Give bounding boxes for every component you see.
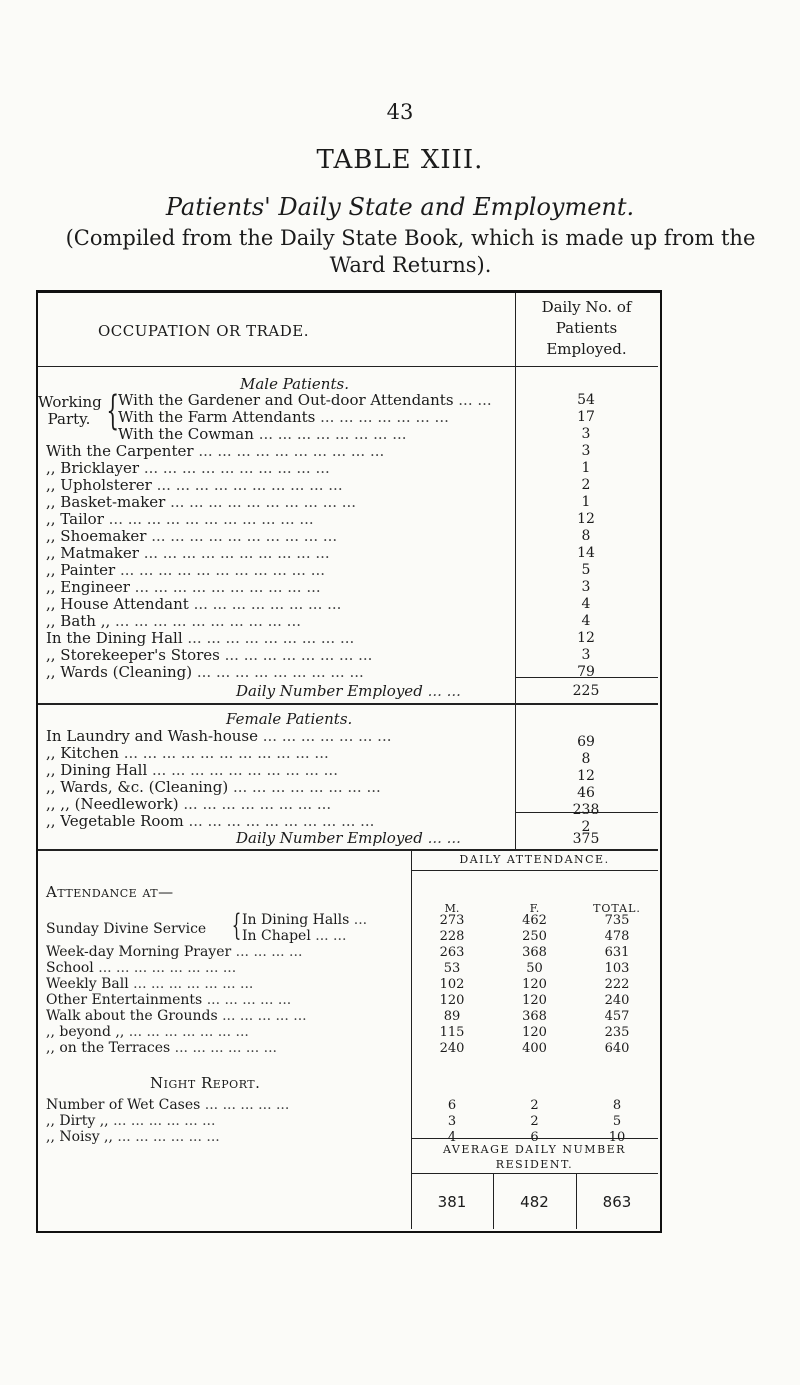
table-title: TABLE XIII. (316, 145, 484, 175)
attendance-row-label: In Dining Halls ... (242, 912, 368, 928)
attendance-f: 368 (522, 1009, 547, 1024)
night-row-label: ,, Noisy ,, ... ... ... ... ... ... (46, 1129, 220, 1145)
rule-resident-header-bottom (411, 1173, 658, 1174)
female-row-label: In Laundry and Wash-house (46, 727, 258, 745)
female-total-label: Daily Number Employed ... ... (236, 829, 461, 847)
attendance-total: 103 (604, 961, 630, 976)
male-row: ,, Painter ... ... ... ... ... ... ... ... ... ... ... (46, 561, 325, 579)
male-row-value: 2 (581, 477, 591, 493)
male-row: ,, Storekeeper's Stores ... ... ... ... ... ... ... ... (46, 646, 373, 664)
attendance-row-label: School ... ... ... ... ... ... ... ... (46, 960, 237, 976)
attendance-f: 120 (522, 1025, 547, 1040)
attendance-row-label-text: In Dining Halls (242, 912, 350, 928)
attendance-row-label-text: In Chapel (242, 928, 311, 944)
male-row-label: ,, Tailor (46, 510, 104, 528)
attendance-f: 120 (522, 993, 547, 1008)
attendance-m: 120 (439, 993, 465, 1008)
attendance-f: 120 (522, 977, 547, 992)
female-row-label: ,, Vegetable Room (46, 812, 184, 830)
attendance-row-label-text: Other Entertainments (46, 992, 203, 1008)
attendance-total: 631 (604, 945, 630, 960)
attendance-f: 250 (522, 929, 547, 944)
female-row-label: ,, Dining Hall (46, 761, 148, 779)
working-party-brace: { (106, 388, 120, 434)
resident-m: 381 (437, 1193, 467, 1211)
night-row-label: Number of Wet Cases ... ... ... ... ... (46, 1097, 290, 1113)
attendance-row-label: Week-day Morning Prayer ... ... ... ... (46, 944, 303, 960)
attendance-m: 228 (439, 929, 465, 944)
male-row-value: 3 (581, 647, 591, 663)
attendance-row-label: In Chapel ... ... (242, 928, 347, 944)
attendance-total: 457 (604, 1009, 630, 1024)
female-row: In Laundry and Wash-house ... ... ... ... ... ... ... (46, 727, 392, 745)
attendance-f: 462 (522, 913, 547, 928)
night-row-label-text: ,, Noisy ,, (46, 1129, 113, 1145)
attendance-m: 53 (443, 961, 461, 976)
female-row-label: ,, ,, (Needlework) (46, 795, 179, 813)
male-row-value: 12 (577, 630, 595, 646)
male-row-value: 3 (581, 579, 591, 595)
male-row-value: 79 (577, 664, 595, 680)
male-row-label: ,, Upholsterer (46, 476, 152, 494)
male-total-value: 225 (572, 683, 600, 699)
daily-attendance-header: DAILY ATTENDANCE. (459, 853, 610, 866)
male-row-label: ,, Shoemaker (46, 527, 147, 545)
attendance-total: 735 (604, 913, 630, 928)
attendance-total: 222 (604, 977, 630, 992)
male-row: With the Farm Attendants ... ... ... ... ... ... ... (118, 408, 449, 426)
female-row: ,, Kitchen ... ... ... ... ... ... ... ... ... ... ... (46, 744, 329, 762)
male-row-value: 4 (581, 596, 591, 612)
attendance-m: 240 (439, 1041, 465, 1056)
sunday-brace: { (231, 908, 242, 943)
attendance-m: 102 (439, 977, 465, 992)
male-row: ,, Wards (Cleaning) ... ... ... ... ... ... ... ... ... (46, 663, 364, 681)
compiled-note-line2: Ward Returns). (329, 253, 492, 277)
female-row-value: 12 (577, 768, 595, 784)
resident-f: 482 (520, 1193, 549, 1211)
male-row-label: With the Farm Attendants (118, 408, 316, 426)
header-daily-no-line3: Employed. (546, 340, 627, 358)
female-row: ,, ,, (Needlework) ... ... ... ... ... ... ... ... (46, 795, 332, 813)
male-row-value: 3 (581, 443, 591, 459)
attendance-row-label: Other Entertainments ... ... ... ... ... (46, 992, 292, 1008)
night-f: 2 (530, 1098, 539, 1113)
male-row-value: 1 (581, 460, 591, 476)
attendance-f: 400 (522, 1041, 547, 1056)
attendance-total: 235 (604, 1025, 630, 1040)
col-total: TOTAL. (593, 902, 641, 915)
rule-attendance-header-bottom (411, 870, 658, 871)
female-row: ,, Dining Hall ... ... ... ... ... ... ... ... ... ... (46, 761, 338, 779)
night-f: 6 (530, 1130, 539, 1145)
male-total-label: Daily Number Employed ... ... (236, 682, 461, 700)
rule-female-total-bottom (38, 849, 658, 851)
compiled-note-line1: (Compiled from the Daily State Book, which is made up from the (65, 226, 756, 250)
rule-employed-column (515, 293, 516, 849)
male-row: With the Gardener and Out-door Attendants ... ... (118, 391, 492, 409)
attendance-row-label-text: ,, beyond ,, (46, 1024, 125, 1040)
attendance-f: 368 (522, 945, 547, 960)
resident-header (411, 1142, 658, 1172)
female-row: ,, Vegetable Room ... ... ... ... ... ... ... ... ... ... (46, 812, 375, 830)
female-total-label-text: Daily Number Employed (236, 829, 423, 847)
night-report-heading: Night Report. (150, 1074, 261, 1092)
attendance-m: 115 (439, 1025, 465, 1040)
attendance-total: 240 (604, 993, 630, 1008)
attendance-row-label-text: School (46, 960, 94, 976)
attendance-m: 273 (439, 913, 465, 928)
header-daily-no (515, 297, 658, 360)
female-row-value: 69 (577, 734, 595, 750)
night-m: 4 (447, 1130, 457, 1145)
male-row-value: 3 (581, 426, 591, 442)
male-heading: Male Patients. (240, 375, 349, 393)
working-party-line1: Working (38, 393, 102, 411)
table-subtitle: Patients' Daily State and Employment. (165, 193, 635, 221)
working-party-line2: Party. (47, 410, 91, 428)
male-row-value: 54 (577, 392, 595, 408)
resident-header-line1: AVERAGE DAILY NUMBER (443, 1143, 626, 1156)
attendance-heading: Attendance at— (46, 883, 174, 901)
compiled-note (18, 225, 800, 279)
male-row: ,, Engineer ... ... ... ... ... ... ... ... ... ... (46, 578, 321, 596)
male-row-value: 12 (577, 511, 595, 527)
header-daily-no-line1: Daily No. of (541, 298, 632, 316)
rule-header-bottom (38, 366, 658, 367)
night-row-label: ,, Dirty ,, ... ... ... ... ... ... (46, 1113, 216, 1129)
col-f: F. (529, 902, 540, 915)
header-daily-no-line2: Patients (555, 319, 618, 337)
female-row-value: 2 (581, 819, 591, 835)
female-row-value: 238 (572, 802, 600, 818)
header-occupation: OCCUPATION OR TRADE. (98, 322, 309, 340)
male-row-value: 14 (577, 545, 595, 561)
male-row: With the Cowman ... ... ... ... ... ... ... ... (118, 425, 407, 443)
attendance-row-label-text: Weekly Ball (46, 976, 129, 992)
male-row-label: ,, Bath ,, (46, 612, 111, 630)
male-row-label: ,, Basket-maker (46, 493, 166, 511)
male-row: ,, Matmaker ... ... ... ... ... ... ... ... ... ... (46, 544, 330, 562)
male-row-label: With the Gardener and Out-door Attendants (118, 391, 454, 409)
night-total: 8 (612, 1098, 622, 1113)
attendance-m: 263 (439, 945, 465, 960)
female-row-label: ,, Kitchen (46, 744, 119, 762)
resident-total: 863 (602, 1193, 632, 1211)
male-row-label: ,, House Attendant (46, 595, 189, 613)
page-number: 43 (386, 100, 414, 124)
male-row: ,, Basket-maker ... ... ... ... ... ... ... ... ... ... (46, 493, 357, 511)
male-row: ,, Tailor ... ... ... ... ... ... ... ... ... ... ... (46, 510, 314, 528)
attendance-m: 89 (443, 1009, 461, 1024)
male-row-label: With the Cowman (118, 425, 254, 443)
male-row-value: 1 (581, 494, 591, 510)
night-f: 2 (530, 1114, 539, 1129)
night-row-label-text: Number of Wet Cases (46, 1097, 201, 1113)
female-total-value: 375 (572, 831, 600, 847)
night-m: 6 (447, 1098, 457, 1113)
night-row-label-text: ,, Dirty ,, (46, 1113, 109, 1129)
night-total: 5 (612, 1114, 622, 1129)
night-m: 3 (447, 1114, 457, 1129)
male-row-label: In the Dining Hall (46, 629, 183, 647)
attendance-row-label-text: Week-day Morning Prayer (46, 944, 232, 960)
attendance-row-label-text: ,, on the Terraces (46, 1040, 171, 1056)
female-row: ,, Wards, &c. (Cleaning) ... ... ... ... ... ... ... ... (46, 778, 381, 796)
female-heading: Female Patients. (226, 710, 353, 728)
male-total-label-text: Daily Number Employed (236, 682, 423, 700)
attendance-row-label: ,, on the Terraces ... ... ... ... ... ... (46, 1040, 278, 1056)
resident-header-line2: RESIDENT. (495, 1158, 574, 1171)
rule-male-total-bottom (38, 703, 658, 705)
sunday-service-label: Sunday Divine Service (46, 921, 207, 937)
attendance-row-label: ,, beyond ,, ... ... ... ... ... ... ... (46, 1024, 249, 1040)
attendance-row-label: Weekly Ball ... ... ... ... ... ... ... (46, 976, 254, 992)
male-row: ,, House Attendant ... ... ... ... ... ... ... ... (46, 595, 342, 613)
attendance-total: 478 (604, 929, 630, 944)
male-row: In the Dining Hall ... ... ... ... ... ... ... ... ... (46, 629, 355, 647)
male-row-label: ,, Bricklayer (46, 459, 140, 477)
female-row-value: 8 (581, 751, 591, 767)
male-row-label: ,, Matmaker (46, 544, 139, 562)
working-party-label (38, 394, 100, 428)
attendance-row-label: Walk about the Grounds ... ... ... ... ... (46, 1008, 307, 1024)
male-row-value: 4 (581, 613, 591, 629)
male-row: ,, Shoemaker ... ... ... ... ... ... ... ... ... ... (46, 527, 338, 545)
female-row-value: 46 (577, 785, 595, 801)
male-row-label: With the Carpenter (46, 442, 194, 460)
male-row: ,, Bricklayer ... ... ... ... ... ... ... ... ... ... (46, 459, 330, 477)
male-row: ,, Upholsterer ... ... ... ... ... ... ... ... ... ... (46, 476, 343, 494)
col-m: M. (444, 902, 460, 915)
male-row-label: ,, Wards (Cleaning) (46, 663, 193, 681)
male-row-label: ,, Storekeeper's Stores (46, 646, 220, 664)
male-row-label: ,, Engineer (46, 578, 130, 596)
female-row-label: ,, Wards, &c. (Cleaning) (46, 778, 229, 796)
male-row-value: 17 (577, 409, 595, 425)
attendance-row-label-text: Walk about the Grounds (46, 1008, 218, 1024)
male-row-value: 8 (581, 528, 591, 544)
male-row: With the Carpenter ... ... ... ... ... ... ... ... ... ... (46, 442, 385, 460)
male-row-label: ,, Painter (46, 561, 116, 579)
night-total: 10 (608, 1130, 626, 1145)
attendance-f: 50 (526, 961, 543, 976)
male-row: ,, Bath ,, ... ... ... ... ... ... ... ... ... ... (46, 612, 301, 630)
table-frame (36, 290, 662, 1233)
attendance-total: 640 (604, 1041, 630, 1056)
male-row-value: 5 (581, 562, 591, 578)
